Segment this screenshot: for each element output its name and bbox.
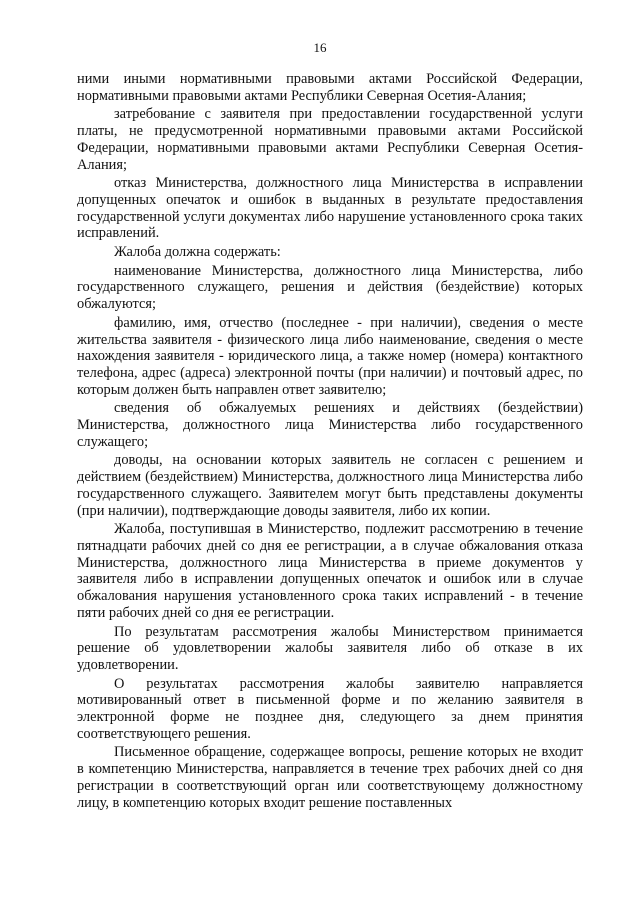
paragraph-written-appeal: Письменное обращение, содержащее вопросы, решение которых не входит в компетенцию Министерства, направляется в течение трех рабочих дней со дня регистрации в соответствующий орган или соответствующему должностному лицу, в компетенцию которых входит решение поставленных	[77, 744, 583, 811]
paragraph-continuation: ними иными нормативными правовыми актами Российской Федерации, нормативными правовыми актами Республики Северная Осетия-Алания;	[77, 71, 583, 104]
paragraph-reasoned-answer: О результатах рассмотрения жалобы заявителю направляется мотивированный ответ в письменной форме и по желанию заявителя в электронной форме не позднее дня, следующего за днем принятия соответствующего решения.	[77, 675, 583, 742]
paragraph-ministry-name: наименование Министерства, должностного лица Министерства, либо государственного служащего, решения и действия (бездействие) которых обжалуются;	[77, 262, 583, 313]
page-number: 16	[313, 40, 327, 55]
paragraph-arguments: доводы, на основании которых заявитель не согласен с решением и действием (бездействием) Министерства, должностного лица Министерства либо государственного служащего. Заявителем могут быть представлены документы (при наличии), подтверждающие доводы заявителя, либо их копии.	[77, 452, 583, 519]
document-body	[77, 71, 583, 813]
paragraph-appealed-decisions: сведения об обжалуемых решениях и действиях (бездействии) Министерства, должностного лица Министерства либо государственного служащего;	[77, 400, 583, 450]
paragraph-refusal-correction: отказ Министерства, должностного лица Министерства в исправлении допущенных опечаток и ошибок в выданных в результате предоставления государственной услуги документах либо нарушение установленного срока таких исправлений.	[77, 175, 583, 242]
paragraph-applicant-details: фамилию, имя, отчество (последнее - при наличии), сведения о месте жительства заявителя - физического лица либо наименование, сведения о месте нахождения заявителя - юридического лица, а также номер (номера) контактного телефона, адрес (адреса) электронной почты (при наличии) и почтовый адрес, по которым должен быть направлен ответ заявителю;	[77, 314, 583, 398]
paragraph-fee-demand: затребование с заявителя при предоставлении государственной услуги платы, не предусмотренной нормативными правовыми актами Российской Федерации, нормативными правовыми актами Республики Северная Осетия-Алания;	[77, 106, 583, 173]
paragraph-review-results: По результатам рассмотрения жалобы Министерством принимается решение об удовлетворении жалобы заявителя либо об отказе в их удовлетворении.	[77, 623, 583, 673]
paragraph-review-period: Жалоба, поступившая в Министерство, подлежит рассмотрению в течение пятнадцати рабочих дней со дня ее регистрации, а в случае обжалования отказа Министерства, должностного лица Министерства в приеме документов у заявителя либо в исправлении допущенных опечаток и ошибок или в случае обжалования нарушения установленного срока таких исправлений - в течение пяти рабочих дней со дня ее регистрации.	[77, 521, 583, 621]
paragraph-complaint-contents-heading: Жалоба должна содержать:	[114, 244, 281, 261]
